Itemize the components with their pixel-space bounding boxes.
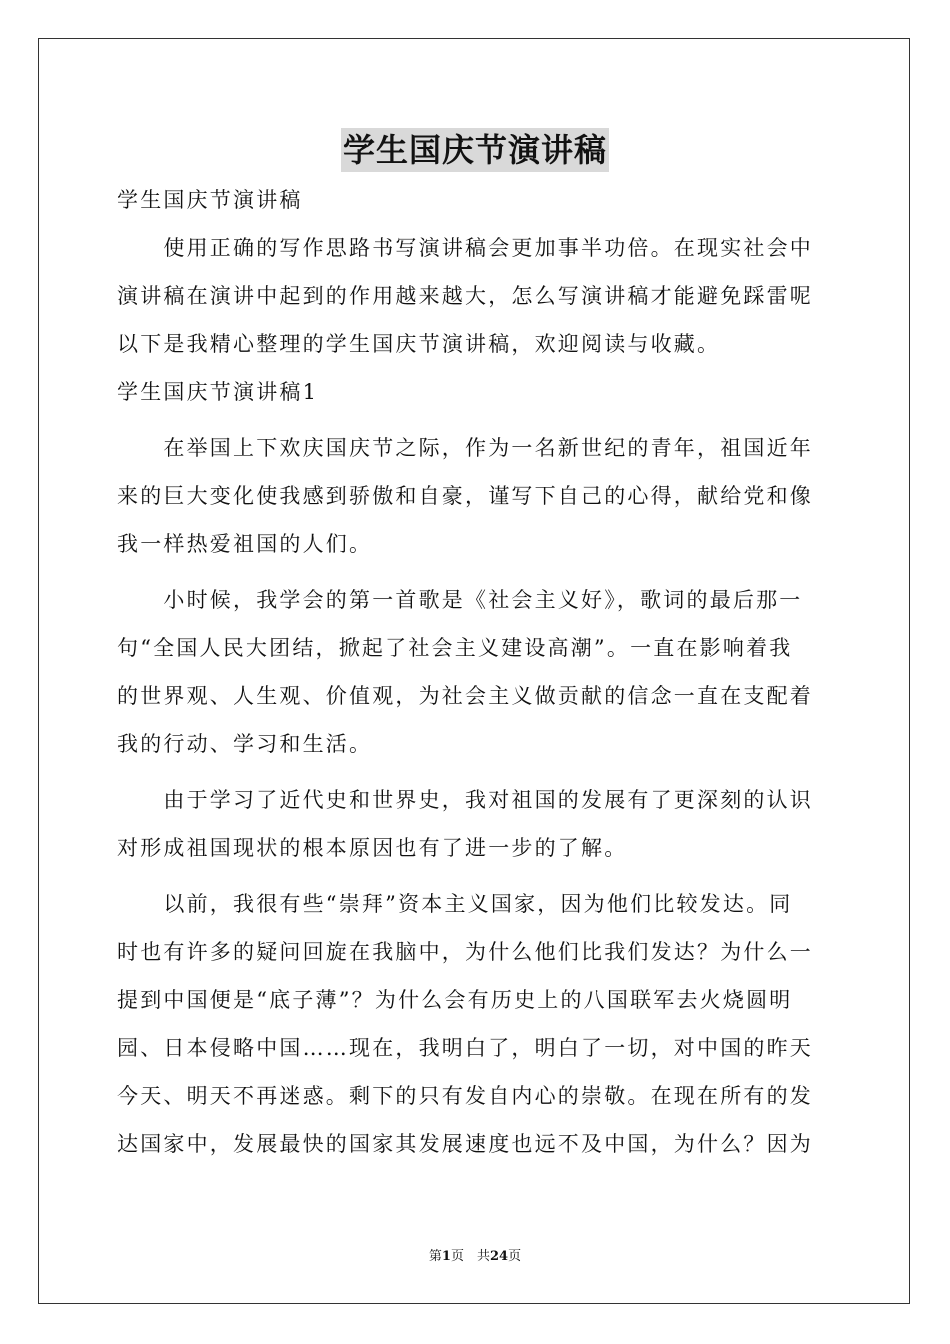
paragraph-line: 句“全国人民大团结，掀起了社会主义建设高潮”。一直在影响着我	[117, 636, 793, 660]
paragraph-line: 我的行动、学习和生活。	[117, 732, 373, 756]
section-heading: 学生国庆节演讲稿	[117, 188, 303, 212]
paragraph-line: 提到中国便是“底子薄”？为什么会有历史上的八国联军去火烧圆明	[117, 988, 793, 1012]
footer-mid: 页 共	[450, 1249, 490, 1264]
paragraph-line: 园、日本侵略中国……现在，我明白了，明白了一切，对中国的昨天	[117, 1036, 813, 1060]
paragraph-line: 达国家中，发展最快的国家其发展速度也远不及中国，为什么？因为	[117, 1132, 813, 1156]
section-heading: 学生国庆节演讲稿1	[117, 380, 319, 404]
paragraph-line: 小时候，我学会的第一首歌是《社会主义好》，歌词的最后那一	[117, 588, 803, 612]
paragraph-line: 以前，我很有些“崇拜”资本主义国家，因为他们比较发达。同	[117, 892, 793, 916]
footer-suffix: 页	[508, 1249, 522, 1264]
paragraph-line: 在举国上下欢庆国庆节之际，作为一名新世纪的青年，祖国近年	[117, 436, 813, 460]
title-container	[0, 128, 950, 172]
paragraph-line: 的世界观、人生观、价值观，为社会主义做贡献的信念一直在支配着	[117, 684, 813, 708]
footer-prefix: 第	[428, 1249, 442, 1264]
current-page-number: 1	[441, 1249, 451, 1264]
paragraph-line: 来的巨大变化使我感到骄傲和自豪，谨写下自己的心得，献给党和像	[117, 484, 813, 508]
document-title: 学生国庆节演讲稿	[341, 128, 609, 172]
paragraph-line: 由于学习了近代史和世界史，我对祖国的发展有了更深刻的认识	[117, 788, 813, 812]
page-footer	[0, 1247, 950, 1267]
document-body	[117, 176, 833, 1168]
total-page-count: 24	[489, 1249, 509, 1264]
paragraph-line: 使用正确的写作思路书写演讲稿会更加事半功倍。在现实社会中	[117, 236, 813, 260]
paragraph-line: 我一样热爱祖国的人们。	[117, 532, 373, 556]
paragraph-line: 今天、明天不再迷惑。剩下的只有发自内心的崇敬。在现在所有的发	[117, 1084, 813, 1108]
paragraph-line: 以下是我精心整理的学生国庆节演讲稿，欢迎阅读与收藏。	[117, 332, 721, 356]
paragraph-line: 演讲稿在演讲中起到的作用越来越大，怎么写演讲稿才能避免踩雷呢	[117, 284, 813, 308]
paragraph-line: 对形成祖国现状的根本原因也有了进一步的了解。	[117, 836, 628, 860]
paragraph-line: 时也有许多的疑问回旋在我脑中，为什么他们比我们发达？为什么一	[117, 940, 813, 964]
